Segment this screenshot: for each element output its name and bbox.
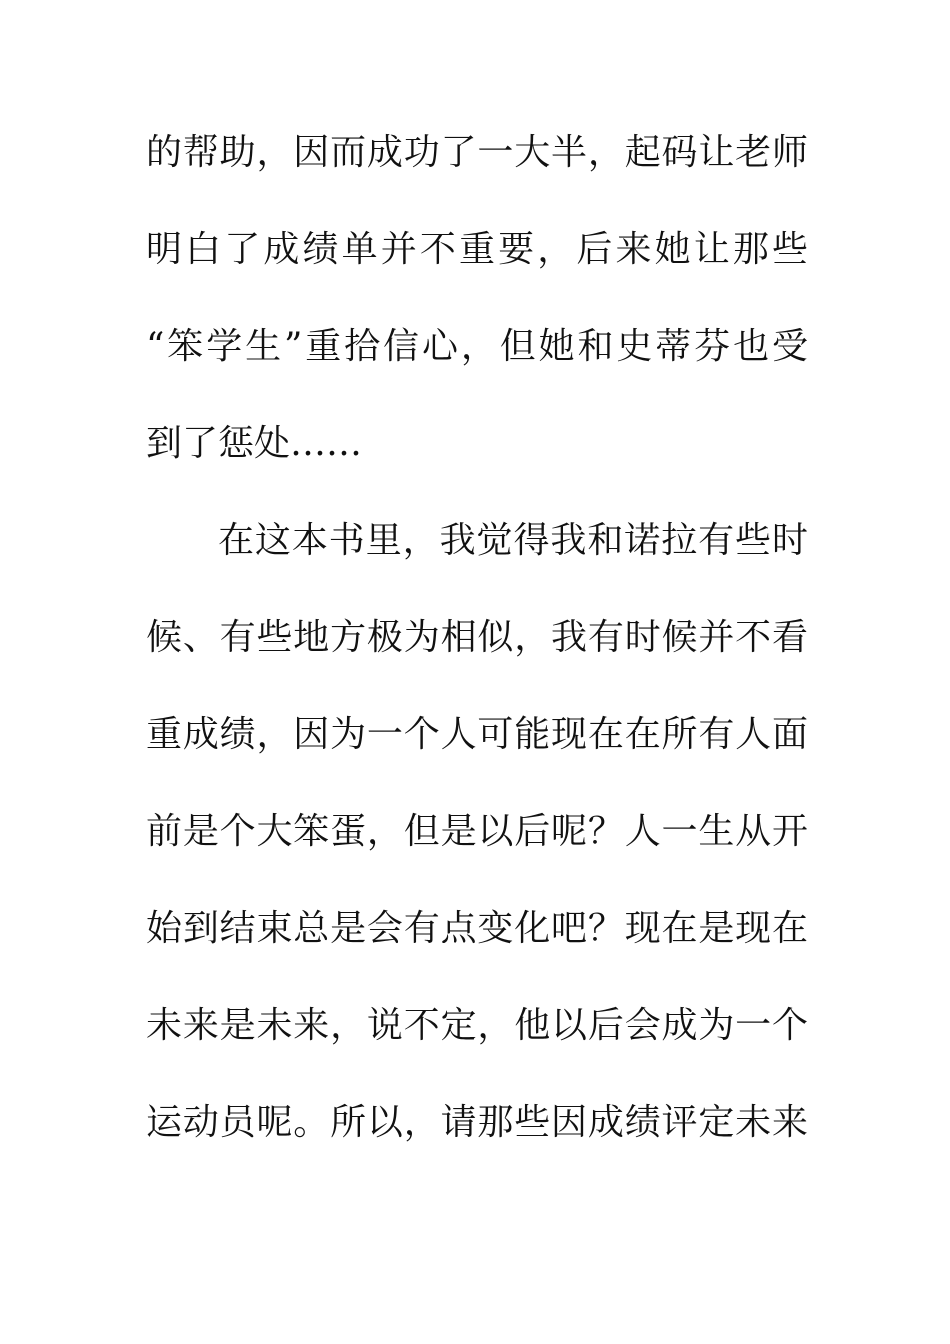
text-line: 重成绩，因为一个人可能现在在所有人面 bbox=[146, 714, 808, 755]
body-text bbox=[146, 123, 808, 1190]
text-line: 始到结束总是会有点变化吧？现在是现在 bbox=[146, 908, 808, 949]
text-line: 到了惩处…… bbox=[146, 423, 363, 464]
text-line: 候、有些地方极为相似，我有时候并不看 bbox=[146, 617, 808, 658]
text-line: 的帮助，因而成功了一大半，起码让老师 bbox=[146, 132, 808, 173]
text-line: 在这本书里，我觉得我和诺拉有些时 bbox=[218, 520, 808, 561]
text-line: 运动员呢。所以，请那些因成绩评定未来 bbox=[146, 1102, 808, 1143]
text-line: 明白了成绩单并不重要，后来她让那些 bbox=[146, 229, 808, 270]
text-line: 前是个大笨蛋，但是以后呢？人一生从开 bbox=[146, 811, 808, 852]
text-line: 未来是未来，说不定，他以后会成为一个 bbox=[146, 1005, 808, 1046]
paragraph-1 bbox=[146, 123, 808, 511]
text-line: “笨学生”重拾信心，但她和史蒂芬也受 bbox=[146, 326, 808, 367]
paragraph-2 bbox=[146, 511, 808, 1190]
